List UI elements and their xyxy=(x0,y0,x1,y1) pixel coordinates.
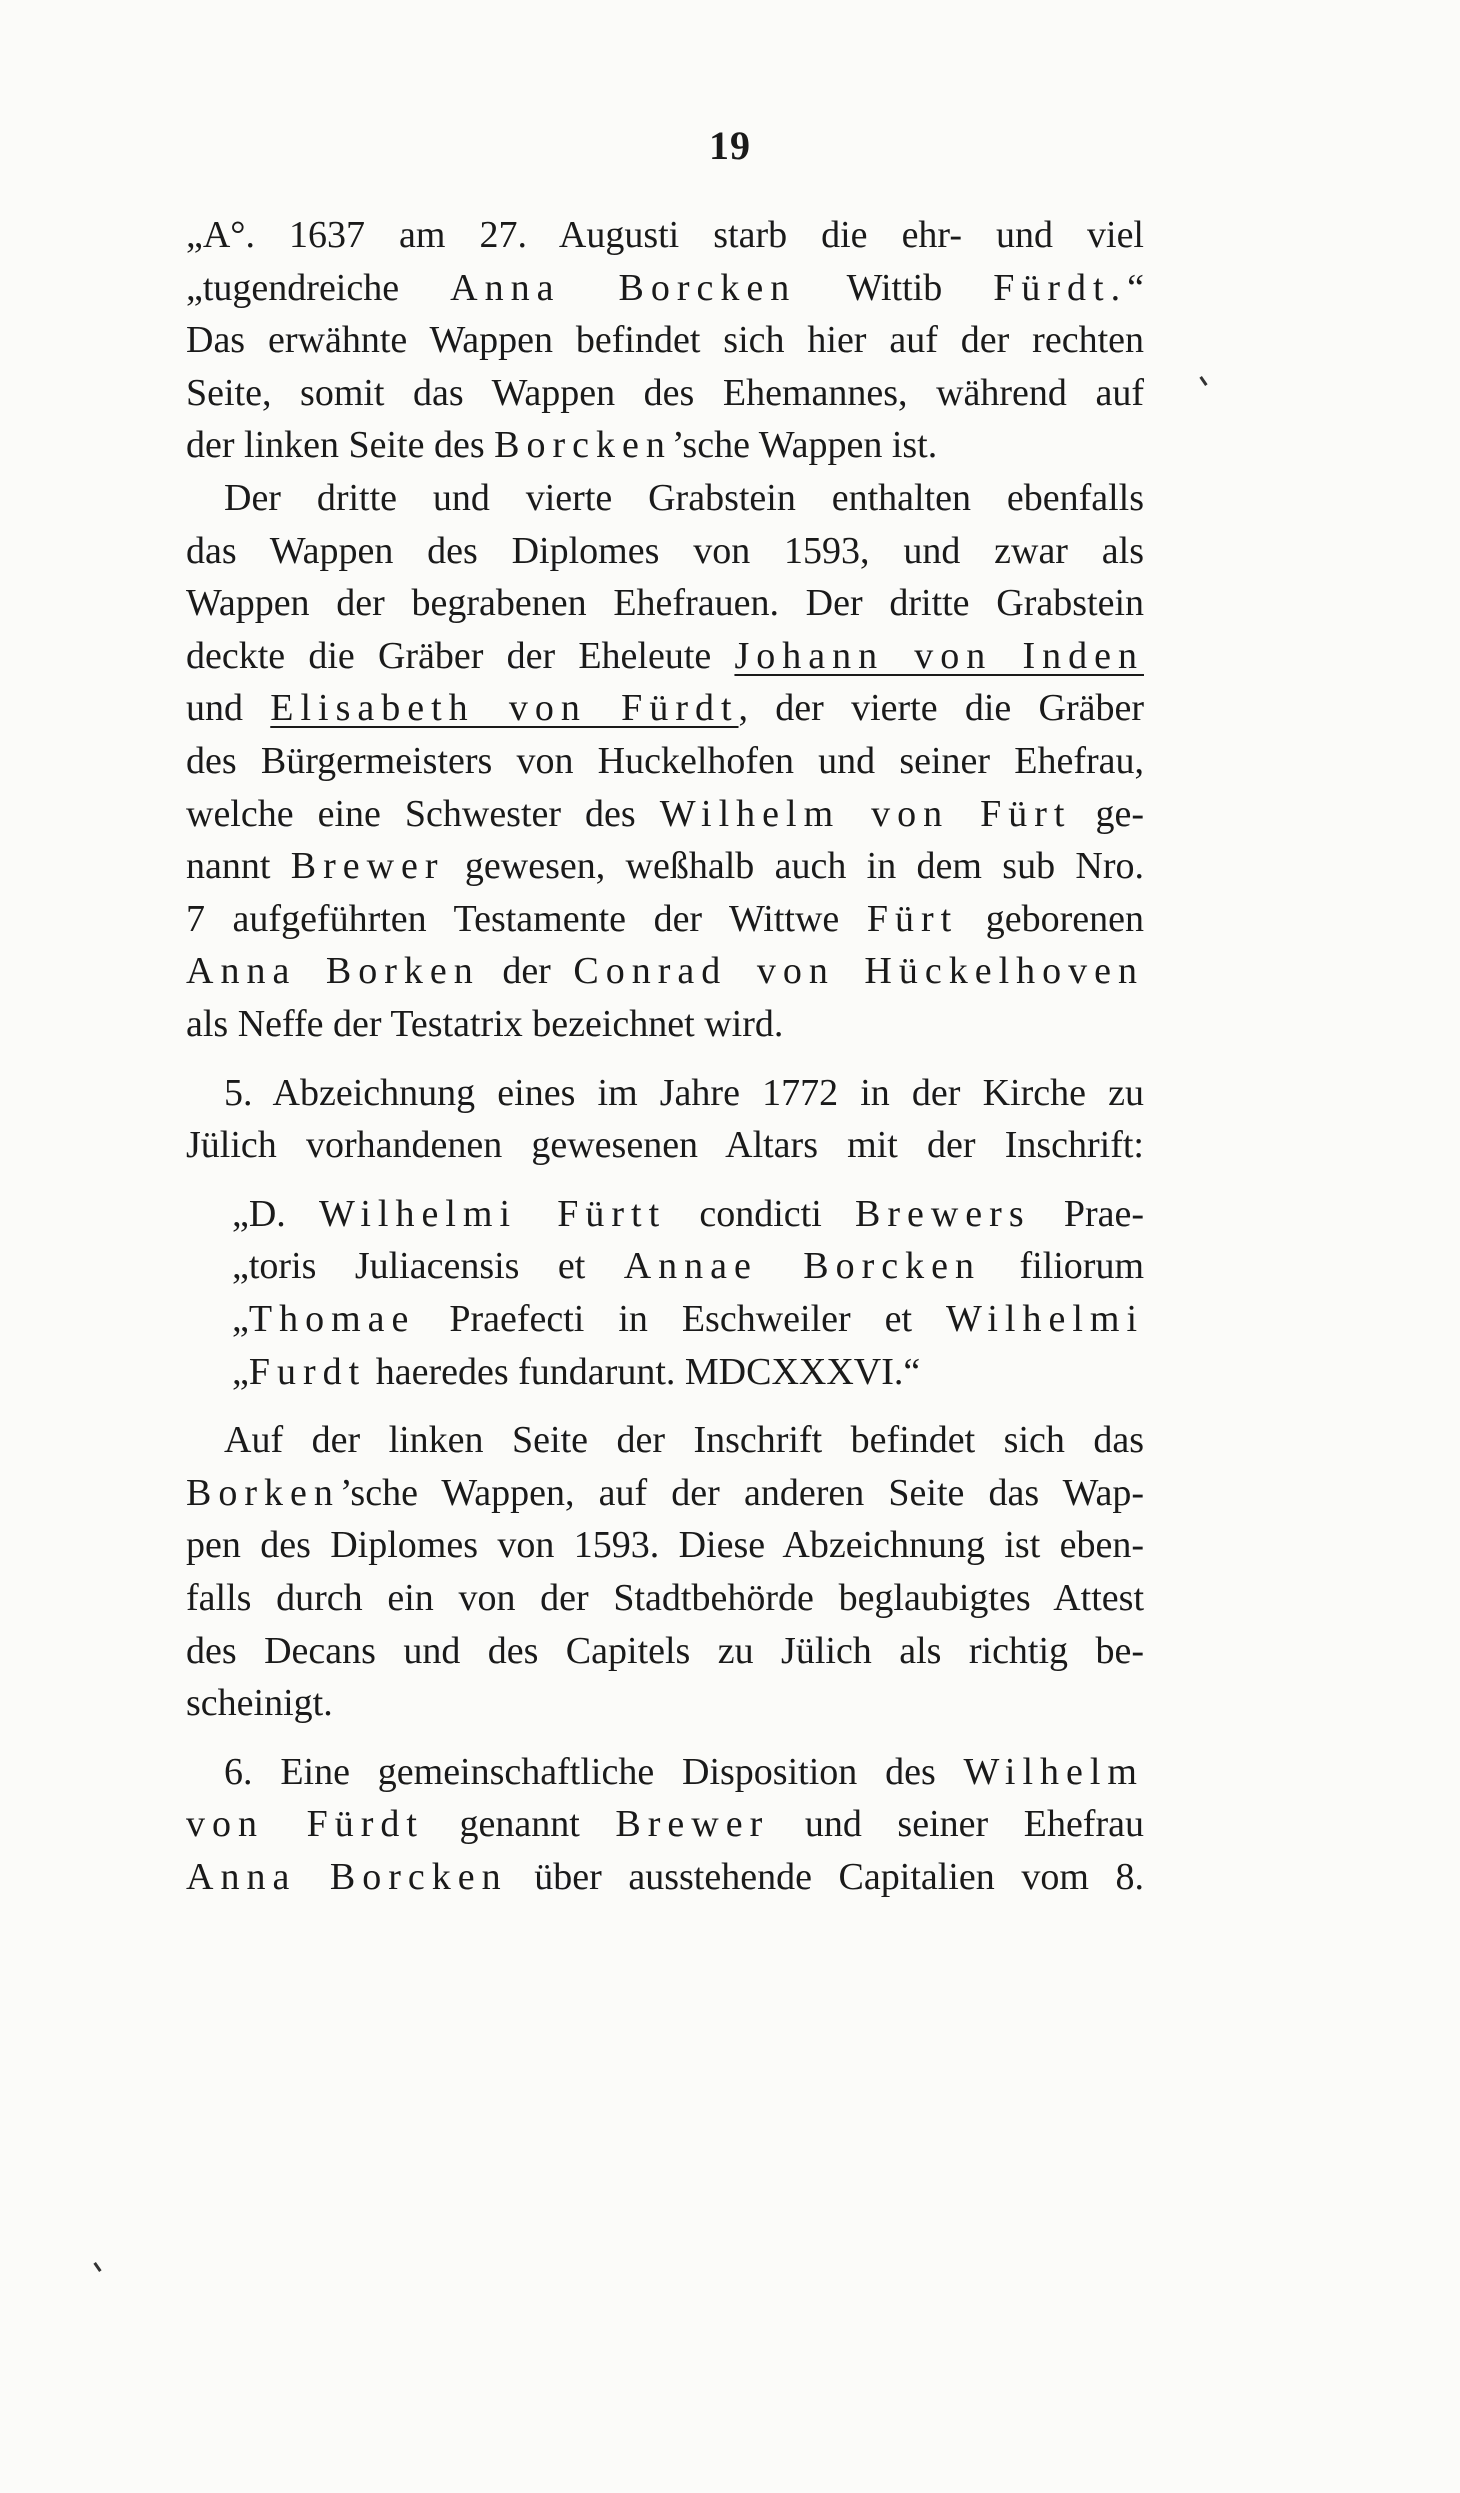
text-segment: der linken Seite des xyxy=(186,424,495,466)
spaced-name: Borken xyxy=(186,1472,340,1514)
spaced-name: Anna Borken xyxy=(186,950,480,992)
spaced-name: Elisabeth von Fürdt xyxy=(270,687,739,729)
text-segment: Das erwähnte Wappen befindet sich hier auf der rechten xyxy=(186,319,1144,361)
text-line xyxy=(186,1467,1144,1519)
text-segment: 6. Eine gemeinschaftliche Disposition des xyxy=(224,1751,964,1793)
text-segment: „D. xyxy=(232,1193,320,1235)
spaced-name: Anna Borcken xyxy=(186,1856,508,1898)
text-line xyxy=(186,1119,1144,1171)
print-speck xyxy=(93,2262,101,2272)
text-segment: „A°. 1637 am 27. Augusti starb die ehr- und viel xyxy=(186,214,1144,256)
text-segment: Prae- xyxy=(1030,1193,1144,1235)
text-segment: ’sche Wappen, auf der anderen Seite das Wap- xyxy=(339,1472,1144,1514)
text-segment: Wappen der begrabenen Ehefrauen. Der dritte Grabstein xyxy=(186,582,1144,624)
text-line xyxy=(186,1625,1144,1677)
text-line xyxy=(186,314,1144,366)
text-line xyxy=(186,209,1144,261)
spaced-name: Johann von Inden xyxy=(734,635,1144,677)
text-line xyxy=(186,893,1144,945)
text-segment: filiorum xyxy=(981,1245,1144,1287)
text-line xyxy=(186,840,1144,892)
text-line xyxy=(186,1572,1144,1624)
page-number: 19 xyxy=(709,123,751,168)
text-line xyxy=(224,1067,1144,1119)
text-segment: nannt xyxy=(186,845,291,887)
text-segment: Auf der linken Seite der Inschrift befindet sich das xyxy=(224,1419,1144,1461)
text-segment: und seiner Ehefrau xyxy=(769,1803,1144,1845)
spaced-name: Brewer xyxy=(290,845,445,887)
text-segment: welche eine Schwester des xyxy=(186,793,660,835)
spaced-name: Conrad von Hückelhoven xyxy=(573,950,1144,992)
text-segment: „ xyxy=(232,1351,249,1393)
text-line xyxy=(186,788,1144,840)
text-line xyxy=(224,1414,1144,1466)
text-line xyxy=(224,472,1144,524)
text-segment: “ xyxy=(1127,267,1144,309)
text-segment: und xyxy=(186,687,271,729)
spaced-name: Wilhelm von Fürt xyxy=(659,793,1072,835)
text-line xyxy=(186,577,1144,629)
text-segment: condicti xyxy=(666,1193,855,1235)
text-line xyxy=(186,262,1144,314)
text-line xyxy=(232,1240,1144,1292)
spaced-name: von Fürdt xyxy=(186,1803,424,1845)
spaced-name: Fürt xyxy=(866,898,959,940)
spaced-name: Wilhelmi Fürtt xyxy=(319,1193,667,1235)
text-segment: genannt xyxy=(423,1803,616,1845)
text-line xyxy=(186,735,1144,787)
text-segment: über ausstehende Capitalien vom 8. xyxy=(507,1856,1144,1898)
text-segment: 5. Abzeichnung eines im Jahre 1772 in der Kirche zu xyxy=(224,1072,1144,1114)
text-line xyxy=(232,1188,1144,1240)
text-segment: deckte die Gräber der Eheleute xyxy=(186,635,735,677)
text-segment: „ xyxy=(232,1298,249,1340)
text-segment: falls durch ein von der Stadtbehörde beglaubigtes Attest xyxy=(186,1577,1144,1619)
spaced-name: Brewer xyxy=(615,1803,770,1845)
text-line xyxy=(186,1798,1144,1850)
text-line xyxy=(186,1519,1144,1571)
text-line xyxy=(186,419,1144,471)
text-segment: „toris Juliacensis et xyxy=(232,1245,624,1287)
spaced-name: Wilhelmi xyxy=(946,1298,1144,1340)
spaced-name: Furdt xyxy=(248,1351,367,1393)
text-segment: der xyxy=(479,950,574,992)
text-line xyxy=(232,1346,1144,1398)
text-segment: haeredes fundarunt. MDCXXXVI.“ xyxy=(366,1351,921,1393)
text-segment: Seite, somit das Wappen des Ehemannes, während auf xyxy=(186,372,1144,414)
text-line xyxy=(186,1677,1144,1729)
text-segment: ’sche Wappen ist. xyxy=(671,424,938,466)
spaced-name: Borcken xyxy=(494,424,672,466)
text-segment: 7 aufgeführten Testamente der Wittwe xyxy=(186,898,867,940)
spaced-name: Thomae xyxy=(248,1298,416,1340)
text-segment: , der vierte die Gräber xyxy=(738,687,1144,729)
text-segment: des Bürgermeisters von Huckelhofen und seiner Ehefrau, xyxy=(186,740,1144,782)
text-line xyxy=(224,1746,1144,1798)
text-segment: Der dritte und vierte Grabstein enthalten ebenfalls xyxy=(224,477,1144,519)
text-segment: als Neffe der Testatrix bezeichnet wird. xyxy=(186,1003,784,1045)
spaced-name: Annae Borcken xyxy=(623,1245,982,1287)
text-line xyxy=(186,998,1144,1050)
text-line xyxy=(186,945,1144,997)
text-line xyxy=(186,630,1144,682)
spaced-name: Anna Borcken xyxy=(450,267,797,309)
text-line xyxy=(186,1851,1144,1903)
print-speck xyxy=(1199,376,1207,386)
text-line xyxy=(186,525,1144,577)
text-segment: „tugendreiche xyxy=(186,267,451,309)
text-segment: scheinigt. xyxy=(186,1682,333,1724)
spaced-name: Fürdt. xyxy=(993,267,1128,309)
text-line xyxy=(186,367,1144,419)
text-segment: geborenen xyxy=(958,898,1144,940)
text-segment: das Wappen des Diplomes von 1593, und zwar als xyxy=(186,530,1144,572)
text-segment: Jülich vorhandenen gewesenen Altars mit der Inschrift: xyxy=(186,1124,1144,1166)
text-segment: des Decans und des Capitels zu Jülich als richtig be- xyxy=(186,1630,1144,1672)
text-segment: pen des Diplomes von 1593. Diese Abzeichnung ist eben- xyxy=(186,1524,1144,1566)
text-line xyxy=(232,1293,1144,1345)
text-segment: ge- xyxy=(1071,793,1144,835)
text-segment: gewesen, weßhalb auch in dem sub Nro. xyxy=(444,845,1144,887)
spaced-name: Brewers xyxy=(855,1193,1031,1235)
spaced-name: Wilhelm xyxy=(963,1751,1144,1793)
text-segment: Praefecti in Eschweiler et xyxy=(415,1298,946,1340)
text-segment: Wittib xyxy=(796,267,994,309)
text-line xyxy=(186,682,1144,734)
